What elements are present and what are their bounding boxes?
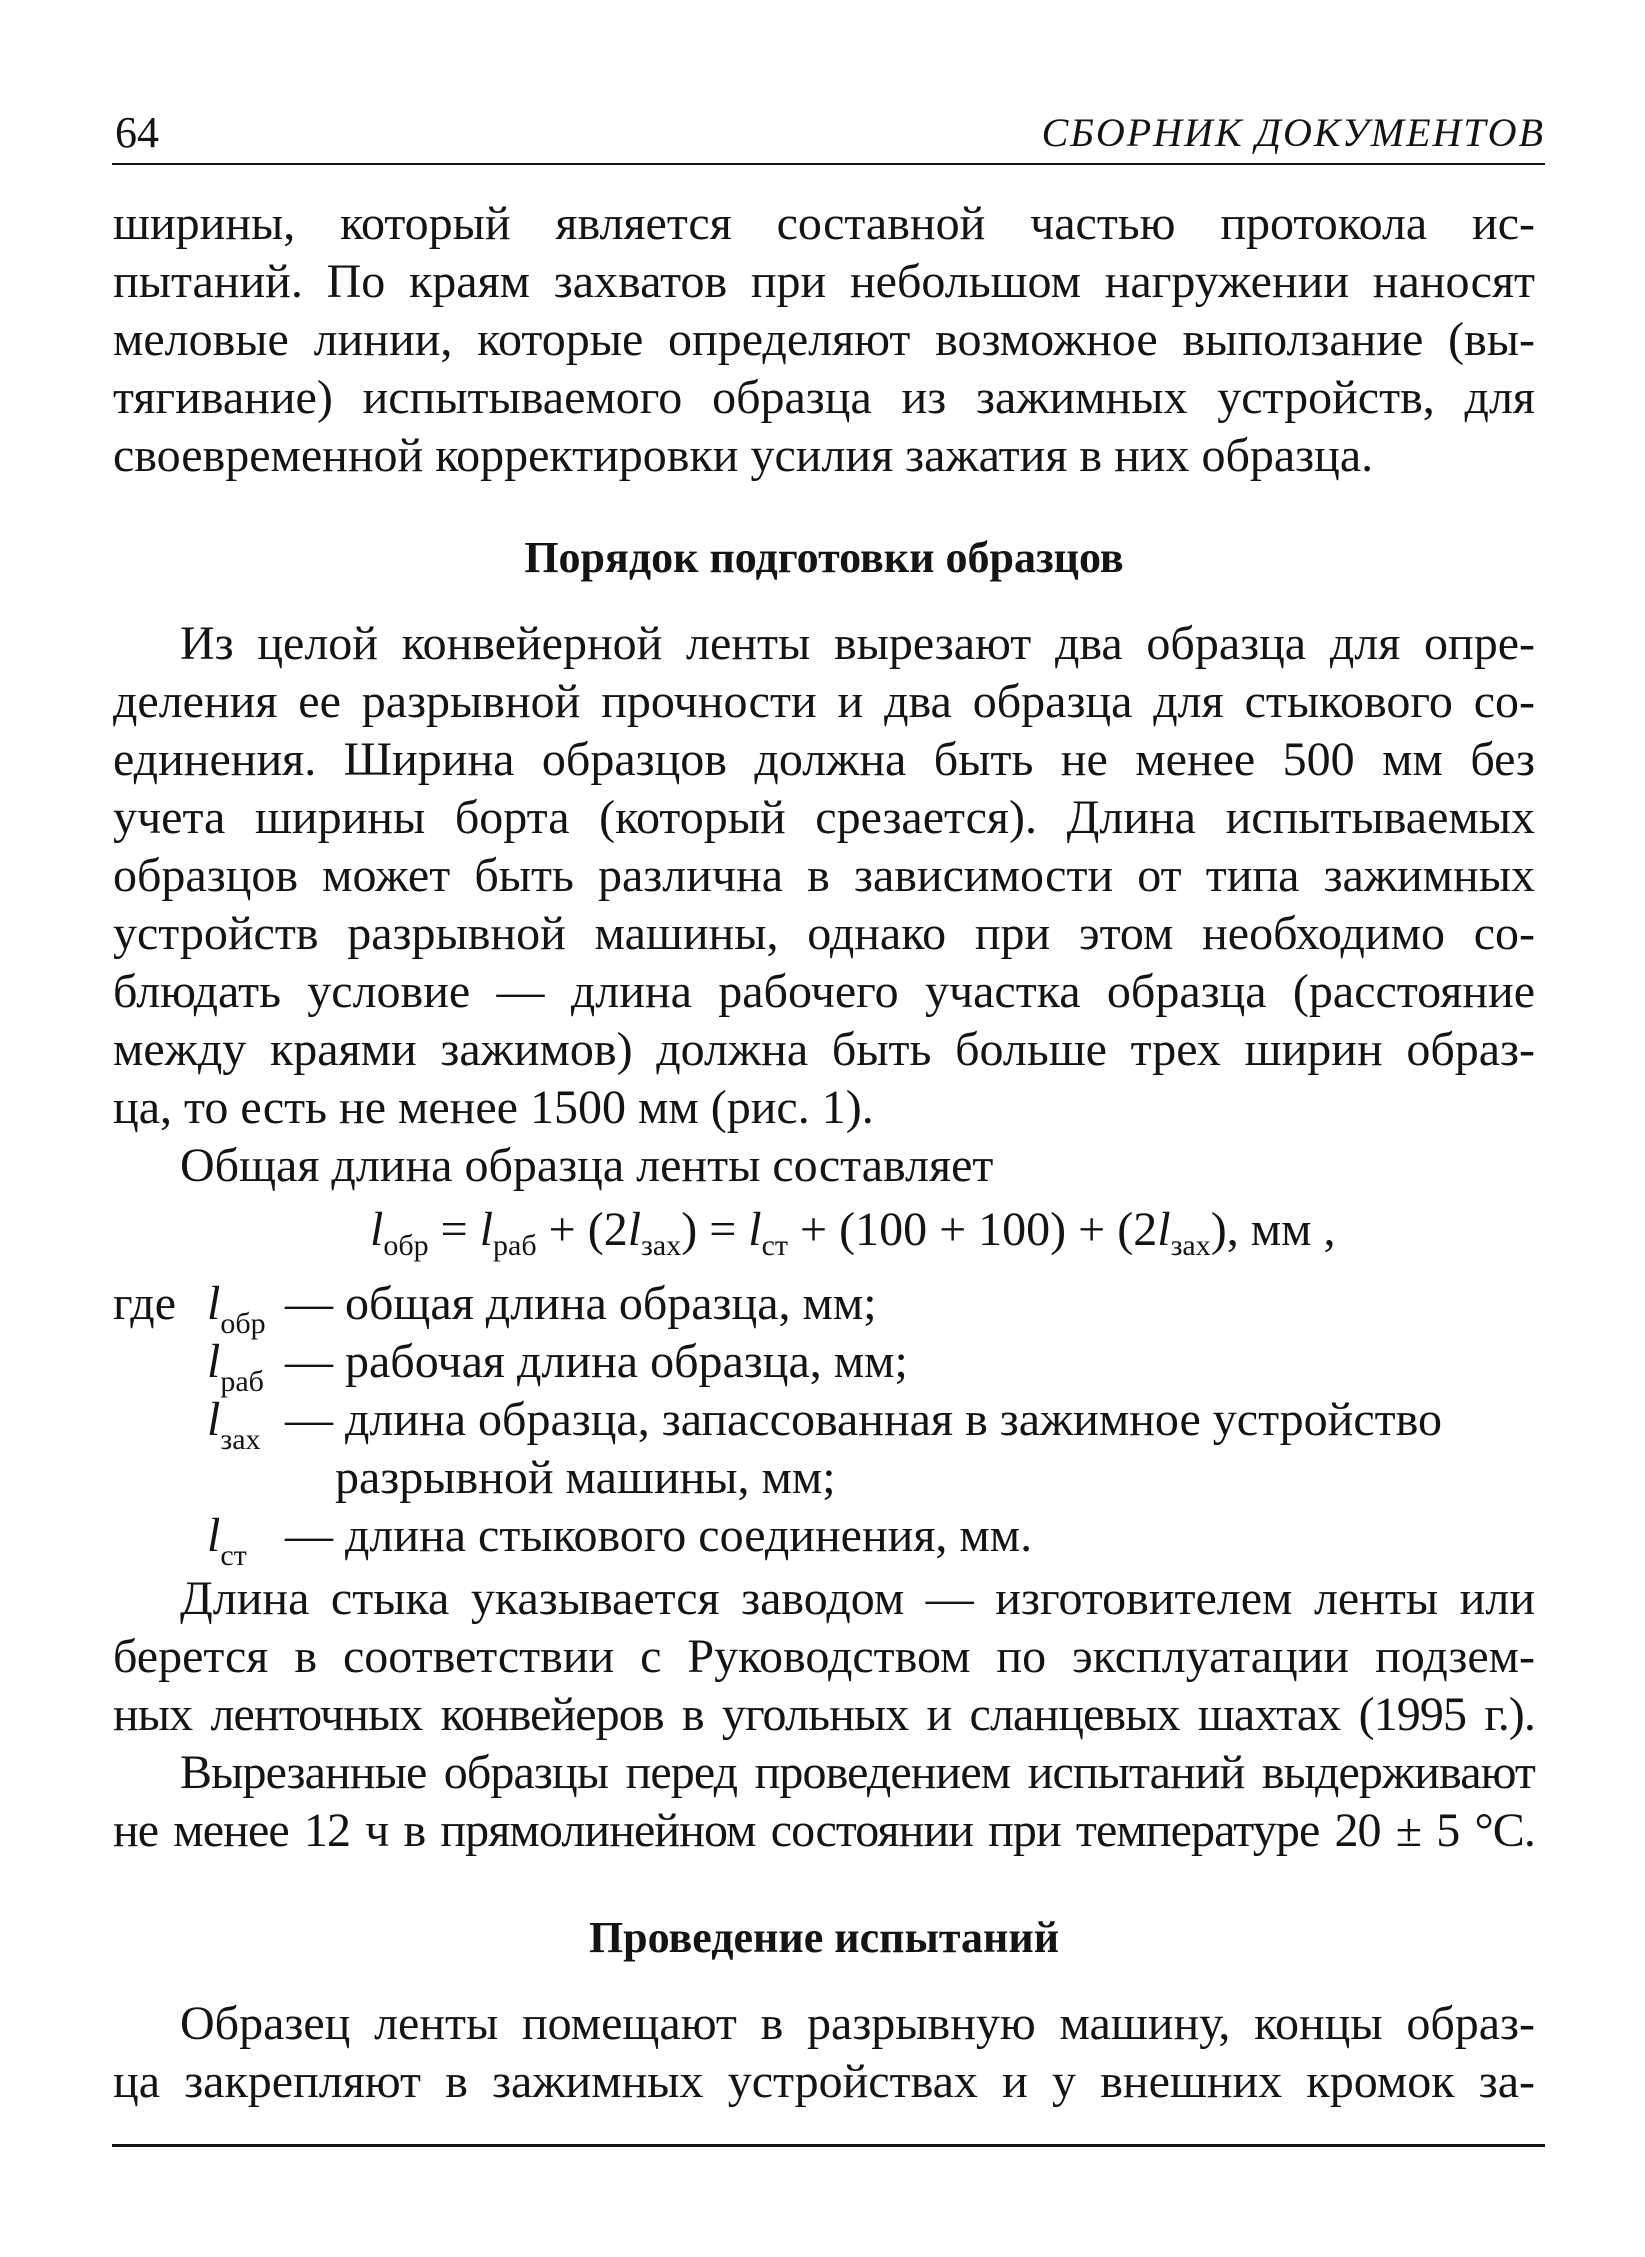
definition-symbol-letter: l: [207, 1509, 221, 1562]
formula-operator: =: [697, 1203, 749, 1256]
formula-symbol: l: [748, 1203, 762, 1256]
formula-subscript: зах: [1170, 1229, 1211, 1262]
formula-subscript: ст: [761, 1229, 789, 1262]
definition-text: — длина образца, запассованная в зажимное устройство: [285, 1393, 1442, 1446]
formula: [370, 1200, 1335, 1260]
paragraph-line: тягивание) испытываемого образца из зажимных устройств, для: [113, 371, 1535, 424]
definition-symbol-subscript: ст: [220, 1539, 247, 1572]
paragraph-line: ца, то есть не менее 1500 мм (рис. 1).: [113, 1081, 874, 1134]
definition-symbol: [207, 1391, 277, 1456]
definition-symbol-subscript: обр: [220, 1307, 266, 1340]
paragraph-line: не менее 12 ч в прямолинейном состоянии при температуре 20 ± 5 °С.: [113, 1804, 1535, 1857]
formula-term: (100 + 100): [839, 1203, 1067, 1256]
paragraph-line: между краями зажимов) должна быть больше трех ширин образ-: [113, 1023, 1535, 1076]
definition-symbol-letter: l: [207, 1277, 221, 1330]
running-header-title: СБОРНИК ДОКУМЕНТОВ: [1041, 110, 1545, 155]
formula-symbol: l: [370, 1203, 384, 1256]
page-number: 64: [115, 108, 159, 157]
formula-symbol: l: [627, 1203, 642, 1256]
formula-term: ): [681, 1203, 698, 1256]
paragraph-line: Вырезанные образцы перед проведением испытаний выдерживают: [180, 1746, 1535, 1799]
paragraph-line: ца закрепляют в зажимных устройствах и у внешних кромок за-: [113, 2055, 1535, 2108]
section-heading: Порядок подготовки образцов: [524, 533, 1124, 582]
paragraph-line: учета ширины борта (который срезается). Длина испытываемых: [113, 791, 1535, 844]
definition-symbol: [207, 1333, 277, 1398]
paragraph-line: Общая длина образца ленты составляет: [180, 1139, 994, 1192]
formula-operator: +: [536, 1203, 588, 1256]
formula-operator: +: [788, 1203, 840, 1256]
definition-symbol-subscript: зах: [220, 1423, 261, 1456]
definition-symbol-letter: l: [207, 1335, 221, 1388]
paragraph-line: меловые линии, которые определяют возможное выползание (вы-: [113, 313, 1535, 366]
formula-term: (2: [1117, 1203, 1158, 1256]
paragraph-line: деления ее разрывной прочности и два образца для стыкового со-: [113, 675, 1535, 728]
formula-subscript: раб: [493, 1229, 537, 1262]
definition-text: — длина стыкового соединения, мм.: [285, 1509, 1033, 1562]
paragraph-line: берется в соответствии с Руководством по эксплуатации подзем-: [113, 1630, 1535, 1683]
paragraph-line: единения. Ширина образцов должна быть не менее 500 мм без: [113, 733, 1535, 786]
formula-term: (2: [587, 1203, 628, 1256]
paragraph-line: своевременной корректировки усилия зажатия в них образца.: [113, 429, 1374, 482]
definition-text-continuation: разрывной машины, мм;: [335, 1451, 836, 1504]
definition-text: — рабочая длина образца, мм;: [285, 1335, 908, 1388]
paragraph-line: ширины, который является составной частью протокола ис-: [113, 197, 1535, 250]
definition-symbol: [207, 1275, 277, 1340]
footer-rule: [112, 2144, 1545, 2147]
definition-text: — общая длина образца, мм;: [285, 1277, 877, 1330]
paragraph-line: Из целой конвейерной ленты вырезают два образца для опре-: [180, 617, 1535, 670]
definition-symbol-letter: l: [207, 1393, 221, 1446]
formula-operator: =: [428, 1203, 480, 1256]
definition-symbol: [207, 1507, 277, 1572]
formula-operator: +: [1066, 1203, 1118, 1256]
formula-subscript: зах: [641, 1229, 682, 1262]
paragraph-line: пытаний. По краям захватов при небольшом нагружении наносят: [113, 255, 1535, 308]
paragraph-line: устройств разрывной машины, однако при этом необходимо со-: [113, 907, 1535, 960]
definition-symbol-subscript: раб: [220, 1365, 264, 1398]
formula-term: ): [1210, 1203, 1227, 1256]
formula-term: , мм ,: [1226, 1203, 1336, 1256]
paragraph-line: Образец ленты помещают в разрывную машину, концы образ-: [180, 1997, 1535, 2050]
formula-subscript: обр: [383, 1229, 429, 1262]
formula-symbol: l: [1157, 1203, 1171, 1256]
definitions-where: где: [113, 1277, 177, 1330]
section-heading: Проведение испытаний: [588, 1913, 1060, 1962]
paragraph-line: ных ленточных конвейеров в угольных и сланцевых шахтах (1995 г.).: [113, 1688, 1535, 1741]
paragraph-line: блюдать условие — длина рабочего участка образца (расстояние: [113, 965, 1535, 1018]
formula-symbol: l: [479, 1203, 494, 1256]
paragraph-line: образцов может быть различна в зависимости от типа зажимных: [113, 849, 1535, 902]
paragraph-line: Длина стыка указывается заводом — изготовителем ленты или: [180, 1572, 1535, 1625]
header-rule: [112, 163, 1545, 165]
